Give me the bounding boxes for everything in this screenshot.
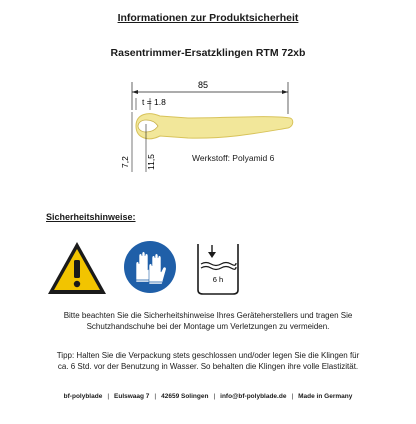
page-title: Informationen zur Produktsicherheit <box>117 12 299 24</box>
water-soak-icon <box>195 240 241 296</box>
tip-line-1: Tipp: Halten Sie die Verpackung stets geschlossen und/oder legen Sie die Klingen für <box>56 351 360 360</box>
material-label: Werkstoff: Polyamid 6 <box>192 153 275 163</box>
safety-heading: Sicherheitshinweise: <box>46 212 136 222</box>
footer-origin: Made in Germany <box>298 392 353 400</box>
footer-email: info@bf-polyblade.de <box>220 392 287 400</box>
dimension-11-5: 11,5 <box>146 154 156 170</box>
dimension-7-2: 7,2 <box>120 156 130 168</box>
footer-street: Eulswaag 7 <box>114 392 150 400</box>
safety-note-line-2: Schutzhandschuhe bei der Montage um Verletzungen zu vermeiden. <box>86 322 330 331</box>
tip-note <box>0 350 416 372</box>
length-dimension: 85 <box>197 80 209 90</box>
footer-separator: | <box>154 392 157 400</box>
safety-note <box>0 310 416 332</box>
tip-line-2: ca. 6 Std. vor der Benutzung in Wasser. So behalten die Klingen ihre volle Elastizität. <box>57 362 359 371</box>
footer-company: bf-polyblade <box>63 392 103 400</box>
soak-duration: 6 h <box>212 275 224 284</box>
footer-separator: | <box>291 392 294 400</box>
footer-separator: | <box>213 392 216 400</box>
footer-separator: | <box>107 392 110 400</box>
gloves-icon <box>123 240 177 294</box>
product-title: Rasentrimmer-Ersatzklingen RTM 72xb <box>110 47 306 59</box>
safety-note-line-1: Bitte beachten Sie die Sicherheitshinweise Ihres Geräteherstellers und tragen Sie <box>63 311 353 320</box>
thickness-dimension: t = 1.8 <box>142 97 166 107</box>
footer <box>10 389 406 403</box>
footer-city: 42659 Solingen <box>161 392 209 400</box>
warning-icon <box>46 240 108 296</box>
blade-shape <box>136 114 293 139</box>
